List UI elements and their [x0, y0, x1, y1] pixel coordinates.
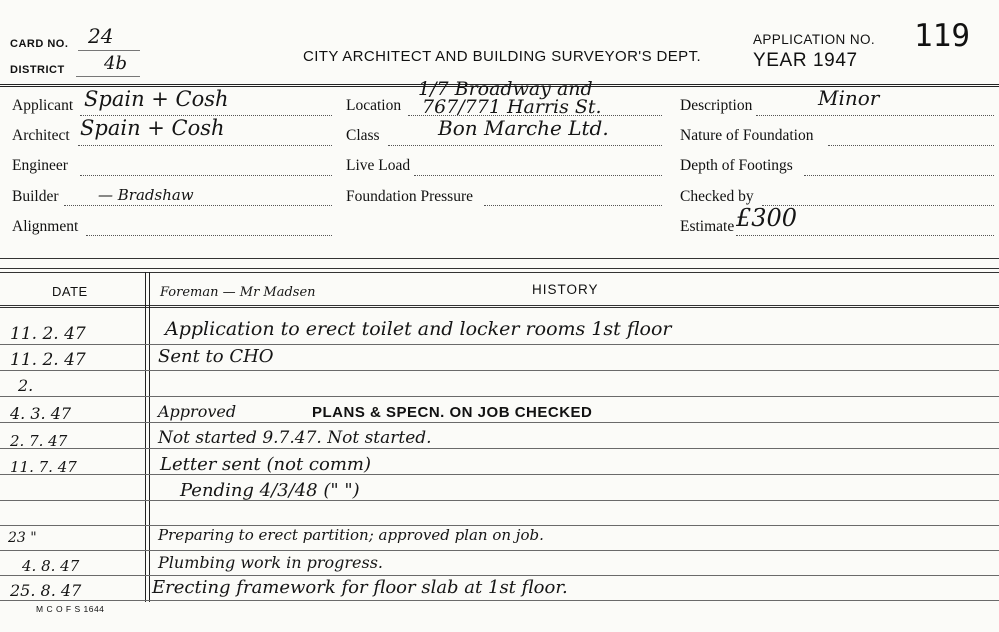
- live-load-label: Live Load: [346, 157, 411, 174]
- history-entry: Letter sent (not comm): [160, 454, 371, 475]
- description-value: Minor: [818, 86, 880, 110]
- location-value-line2: 767/771 Harris St.: [422, 96, 602, 118]
- description-label: Description: [680, 97, 753, 114]
- history-date: 4. 8. 47: [22, 557, 80, 575]
- builder-value: — Bradshaw: [98, 186, 194, 204]
- estimate-label: Estimate: [680, 218, 735, 235]
- nature-of-foundation-label: Nature of Foundation: [680, 127, 814, 144]
- history-entry: Preparing to erect partition; approved plan on job.: [158, 526, 544, 544]
- history-entry: Plumbing work in progress.: [158, 553, 384, 572]
- history-entry: Not started 9.7.47. Not started.: [158, 428, 432, 448]
- checked-stamp: PLANS & SPECN. ON JOB CHECKED: [312, 404, 593, 421]
- history-entry: Application to erect toilet and locker rooms 1st floor: [165, 318, 672, 340]
- applicant-label: Applicant: [12, 97, 74, 114]
- department-title: CITY ARCHITECT AND BUILDING SURVEYOR'S DEPT.: [303, 48, 702, 65]
- history-date: 11. 2. 47: [10, 350, 86, 370]
- history-entry: Erecting framework for floor slab at 1st floor.: [152, 577, 568, 598]
- history-date: 2. 7. 47: [10, 432, 68, 450]
- card-no-label: CARD NO.: [10, 38, 69, 50]
- class-label: Class: [346, 127, 380, 144]
- application-number: 119: [914, 18, 970, 54]
- year: YEAR 1947: [753, 50, 858, 71]
- date-column-header: DATE: [52, 284, 88, 299]
- history-date: 11. 2. 47: [10, 324, 86, 344]
- architect-value: Spain + Cosh: [80, 116, 225, 140]
- foundation-pressure-label: Foundation Pressure: [346, 188, 474, 205]
- history-entry: Pending 4/3/48 (" "): [180, 480, 360, 501]
- builder-label: Builder: [12, 188, 59, 205]
- engineer-label: Engineer: [12, 157, 68, 174]
- applicant-value: Spain + Cosh: [84, 87, 229, 111]
- location-label: Location: [346, 97, 402, 114]
- card-no-value: 24: [88, 24, 114, 48]
- alignment-label: Alignment: [12, 218, 79, 235]
- location-value-line1: 1/7 Broadway and: [418, 78, 593, 100]
- class-value: Bon Marche Ltd.: [438, 116, 609, 140]
- estimate-value: £300: [736, 204, 798, 232]
- history-date: 23 ": [8, 530, 37, 546]
- history-date: 4. 3. 47: [10, 404, 72, 423]
- history-entry: Approved: [158, 402, 237, 421]
- depth-of-footings-label: Depth of Footings: [680, 157, 793, 174]
- history-date: 2.: [18, 376, 34, 395]
- district-label: DISTRICT: [10, 64, 65, 76]
- district-value: 4b: [104, 53, 127, 74]
- foreman-note: Foreman — Mr Madsen: [160, 285, 316, 300]
- history-entry: Sent to CHO: [158, 346, 274, 367]
- history-column-header: HISTORY: [532, 282, 599, 297]
- application-label: APPLICATION NO.: [753, 32, 876, 47]
- history-date: 11. 7. 47: [10, 458, 77, 476]
- architect-label: Architect: [12, 127, 70, 144]
- history-date: 25. 8. 47: [10, 581, 82, 600]
- form-code: M C O F S 1644: [36, 604, 105, 614]
- checked-by-label: Checked by: [680, 188, 754, 205]
